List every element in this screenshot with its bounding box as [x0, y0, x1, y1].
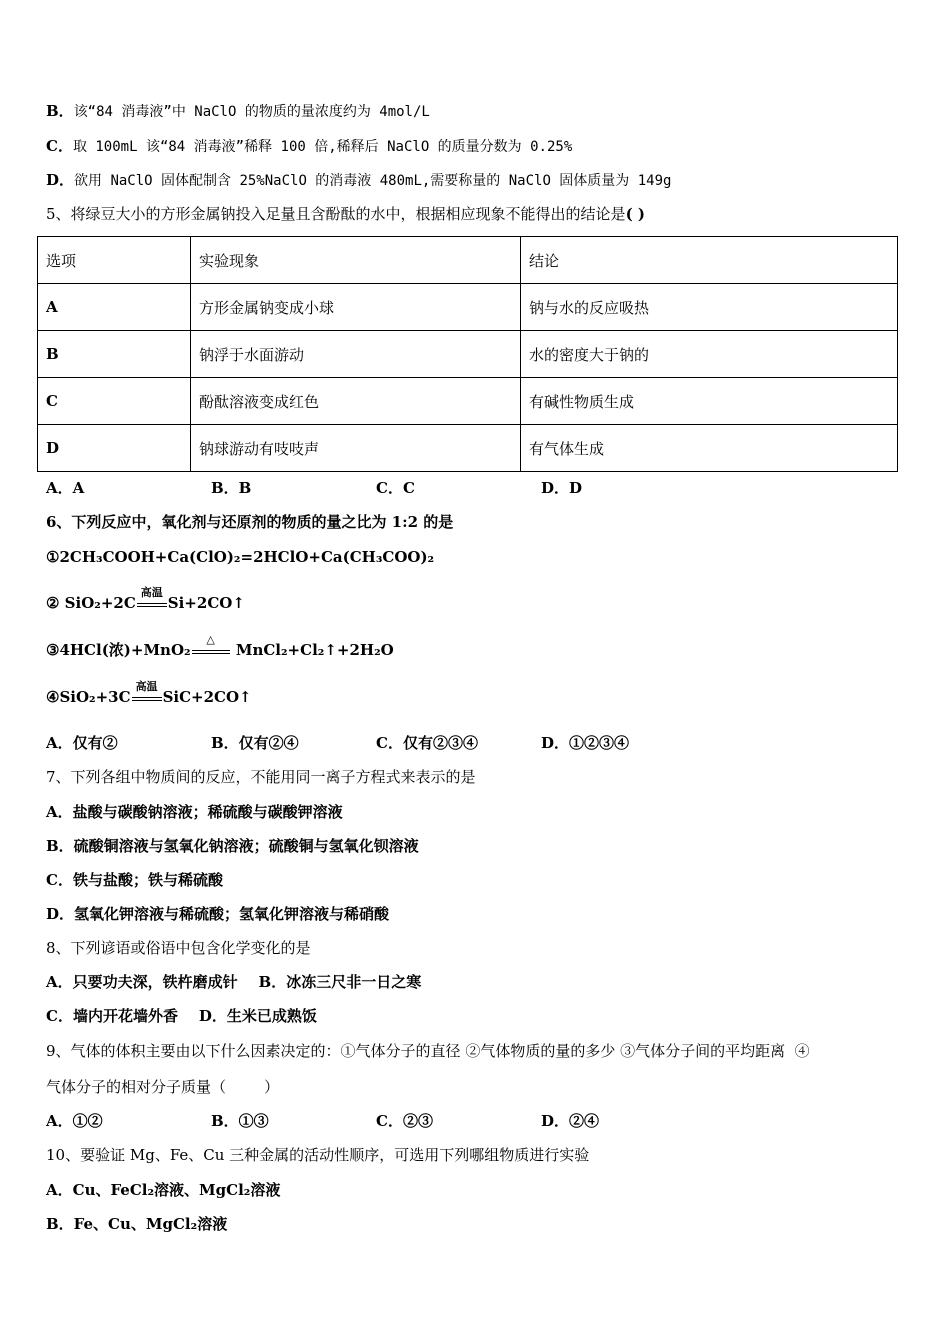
table-cell: 钠球游动有吱吱声 [191, 425, 521, 472]
q4-option-c: C．取 100mL 该“84 消毒液”稀释 100 倍,稀释后 NaClO 的质量分数为 0.25% [46, 137, 573, 155]
q8-stem: 8、下列谚语或俗语中包含化学变化的是 [46, 939, 311, 957]
table-header-cell: 结论 [521, 237, 898, 284]
q10-option-b: B．Fe、Cu、MgCl₂溶液 [46, 1215, 228, 1233]
table-row [38, 331, 898, 378]
q5-option-d: D．D [541, 479, 583, 497]
q9-option-d: D．②④ [541, 1112, 600, 1130]
q9-stem-line-2: 气体分子的相对分子质量（ ） [46, 1078, 280, 1096]
table-header-cell: 实验现象 [191, 237, 521, 284]
q9-stem-line-1: 9、气体的体积主要由以下什么因素决定的：①气体分子的直径 ②气体物质的量的多少 ③气体分子间的平均距离 ④ [46, 1042, 810, 1060]
q8-options-line-2: C．墙内开花墙外香 D．生米已成熟饭 [46, 1007, 317, 1025]
q9-option-a: A．①② [46, 1112, 103, 1130]
table-cell: 钠与水的反应吸热 [521, 284, 898, 331]
q5-option-a: A．A [46, 479, 85, 497]
q4-option-d: D．欲用 NaClO 固体配制含 25%NaClO 的消毒液 480mL,需要称量的 NaClO 固体质量为 149g [46, 171, 672, 189]
q10-stem: 10、要验证 Mg、Fe、Cu 三种金属的活动性顺序，可选用下列哪组物质进行实验 [46, 1146, 590, 1164]
q6-reaction-4: ④SiO₂+3C 高温 SiC+2CO↑ [46, 680, 252, 706]
q10-option-a: A．Cu、FeCl₂溶液、MgCl₂溶液 [46, 1181, 281, 1199]
table-cell: A [38, 284, 191, 331]
reaction-condition-arrow: 高温 [137, 597, 167, 611]
q5-option-c: C．C [376, 479, 415, 497]
q8-options-line-1: A．只要功夫深，铁杵磨成针 B．冰冻三尺非一日之寒 [46, 973, 422, 991]
q6-stem: 6、下列反应中，氧化剂与还原剂的物质的量之比为 1:2 的是 [46, 513, 454, 531]
table-row [38, 425, 898, 472]
table-cell: 酚酞溶液变成红色 [191, 378, 521, 425]
reaction-condition-arrow: 高温 [132, 691, 162, 705]
table-cell: C [38, 378, 191, 425]
q7-option-c: C．铁与盐酸；铁与稀硫酸 [46, 871, 223, 889]
q6-reaction-2: ② SiO₂+2C 高温 Si+2CO↑ [46, 586, 245, 612]
table-cell: 方形金属钠变成小球 [191, 284, 521, 331]
table-cell: B [38, 331, 191, 378]
table-cell: 水的密度大于钠的 [521, 331, 898, 378]
q6-option-b: B．仅有②④ [211, 734, 299, 752]
q6-reaction-1: ①2CH₃COOH+Ca(ClO)₂=2HClO+Ca(CH₃COO)₂ [46, 548, 435, 566]
table-header-row [38, 237, 898, 284]
q7-stem: 7、下列各组中物质间的反应，不能用同一离子方程式来表示的是 [46, 768, 476, 786]
q7-option-a: A．盐酸与碳酸钠溶液；稀硫酸与碳酸钾溶液 [46, 803, 343, 821]
table-row [38, 378, 898, 425]
q5-experiment-table [37, 236, 898, 472]
table-cell: 有碱性物质生成 [521, 378, 898, 425]
q6-reaction-3: ③4HCl(浓)+MnO₂ △ MnCl₂+Cl₂↑+2H₂O [46, 633, 394, 659]
q7-option-b: B．硫酸铜溶液与氢氧化钠溶液；硫酸铜与氢氧化钡溶液 [46, 837, 419, 855]
q4-option-b: B．该“84 消毒液”中 NaClO 的物质的量浓度约为 4mol/L [46, 102, 430, 120]
table-cell: D [38, 425, 191, 472]
q6-option-c: C．仅有②③④ [376, 734, 478, 752]
table-header-cell: 选项 [38, 237, 191, 284]
table-cell: 钠浮于水面游动 [191, 331, 521, 378]
q6-option-a: A．仅有② [46, 734, 118, 752]
table-cell: 有气体生成 [521, 425, 898, 472]
q9-option-b: B．①③ [211, 1112, 269, 1130]
q7-option-d: D．氢氧化钾溶液与稀硫酸；氢氧化钾溶液与稀硝酸 [46, 905, 390, 923]
table-row [38, 284, 898, 331]
reaction-condition-arrow: △ [192, 644, 230, 658]
q5-option-b: B．B [211, 479, 252, 497]
q5-stem: 5、将绿豆大小的方形金属钠投入足量且含酚酞的水中，根据相应现象不能得出的结论是( ) [46, 205, 645, 223]
q9-option-c: C．②③ [376, 1112, 433, 1130]
q6-option-d: D．①②③④ [541, 734, 630, 752]
